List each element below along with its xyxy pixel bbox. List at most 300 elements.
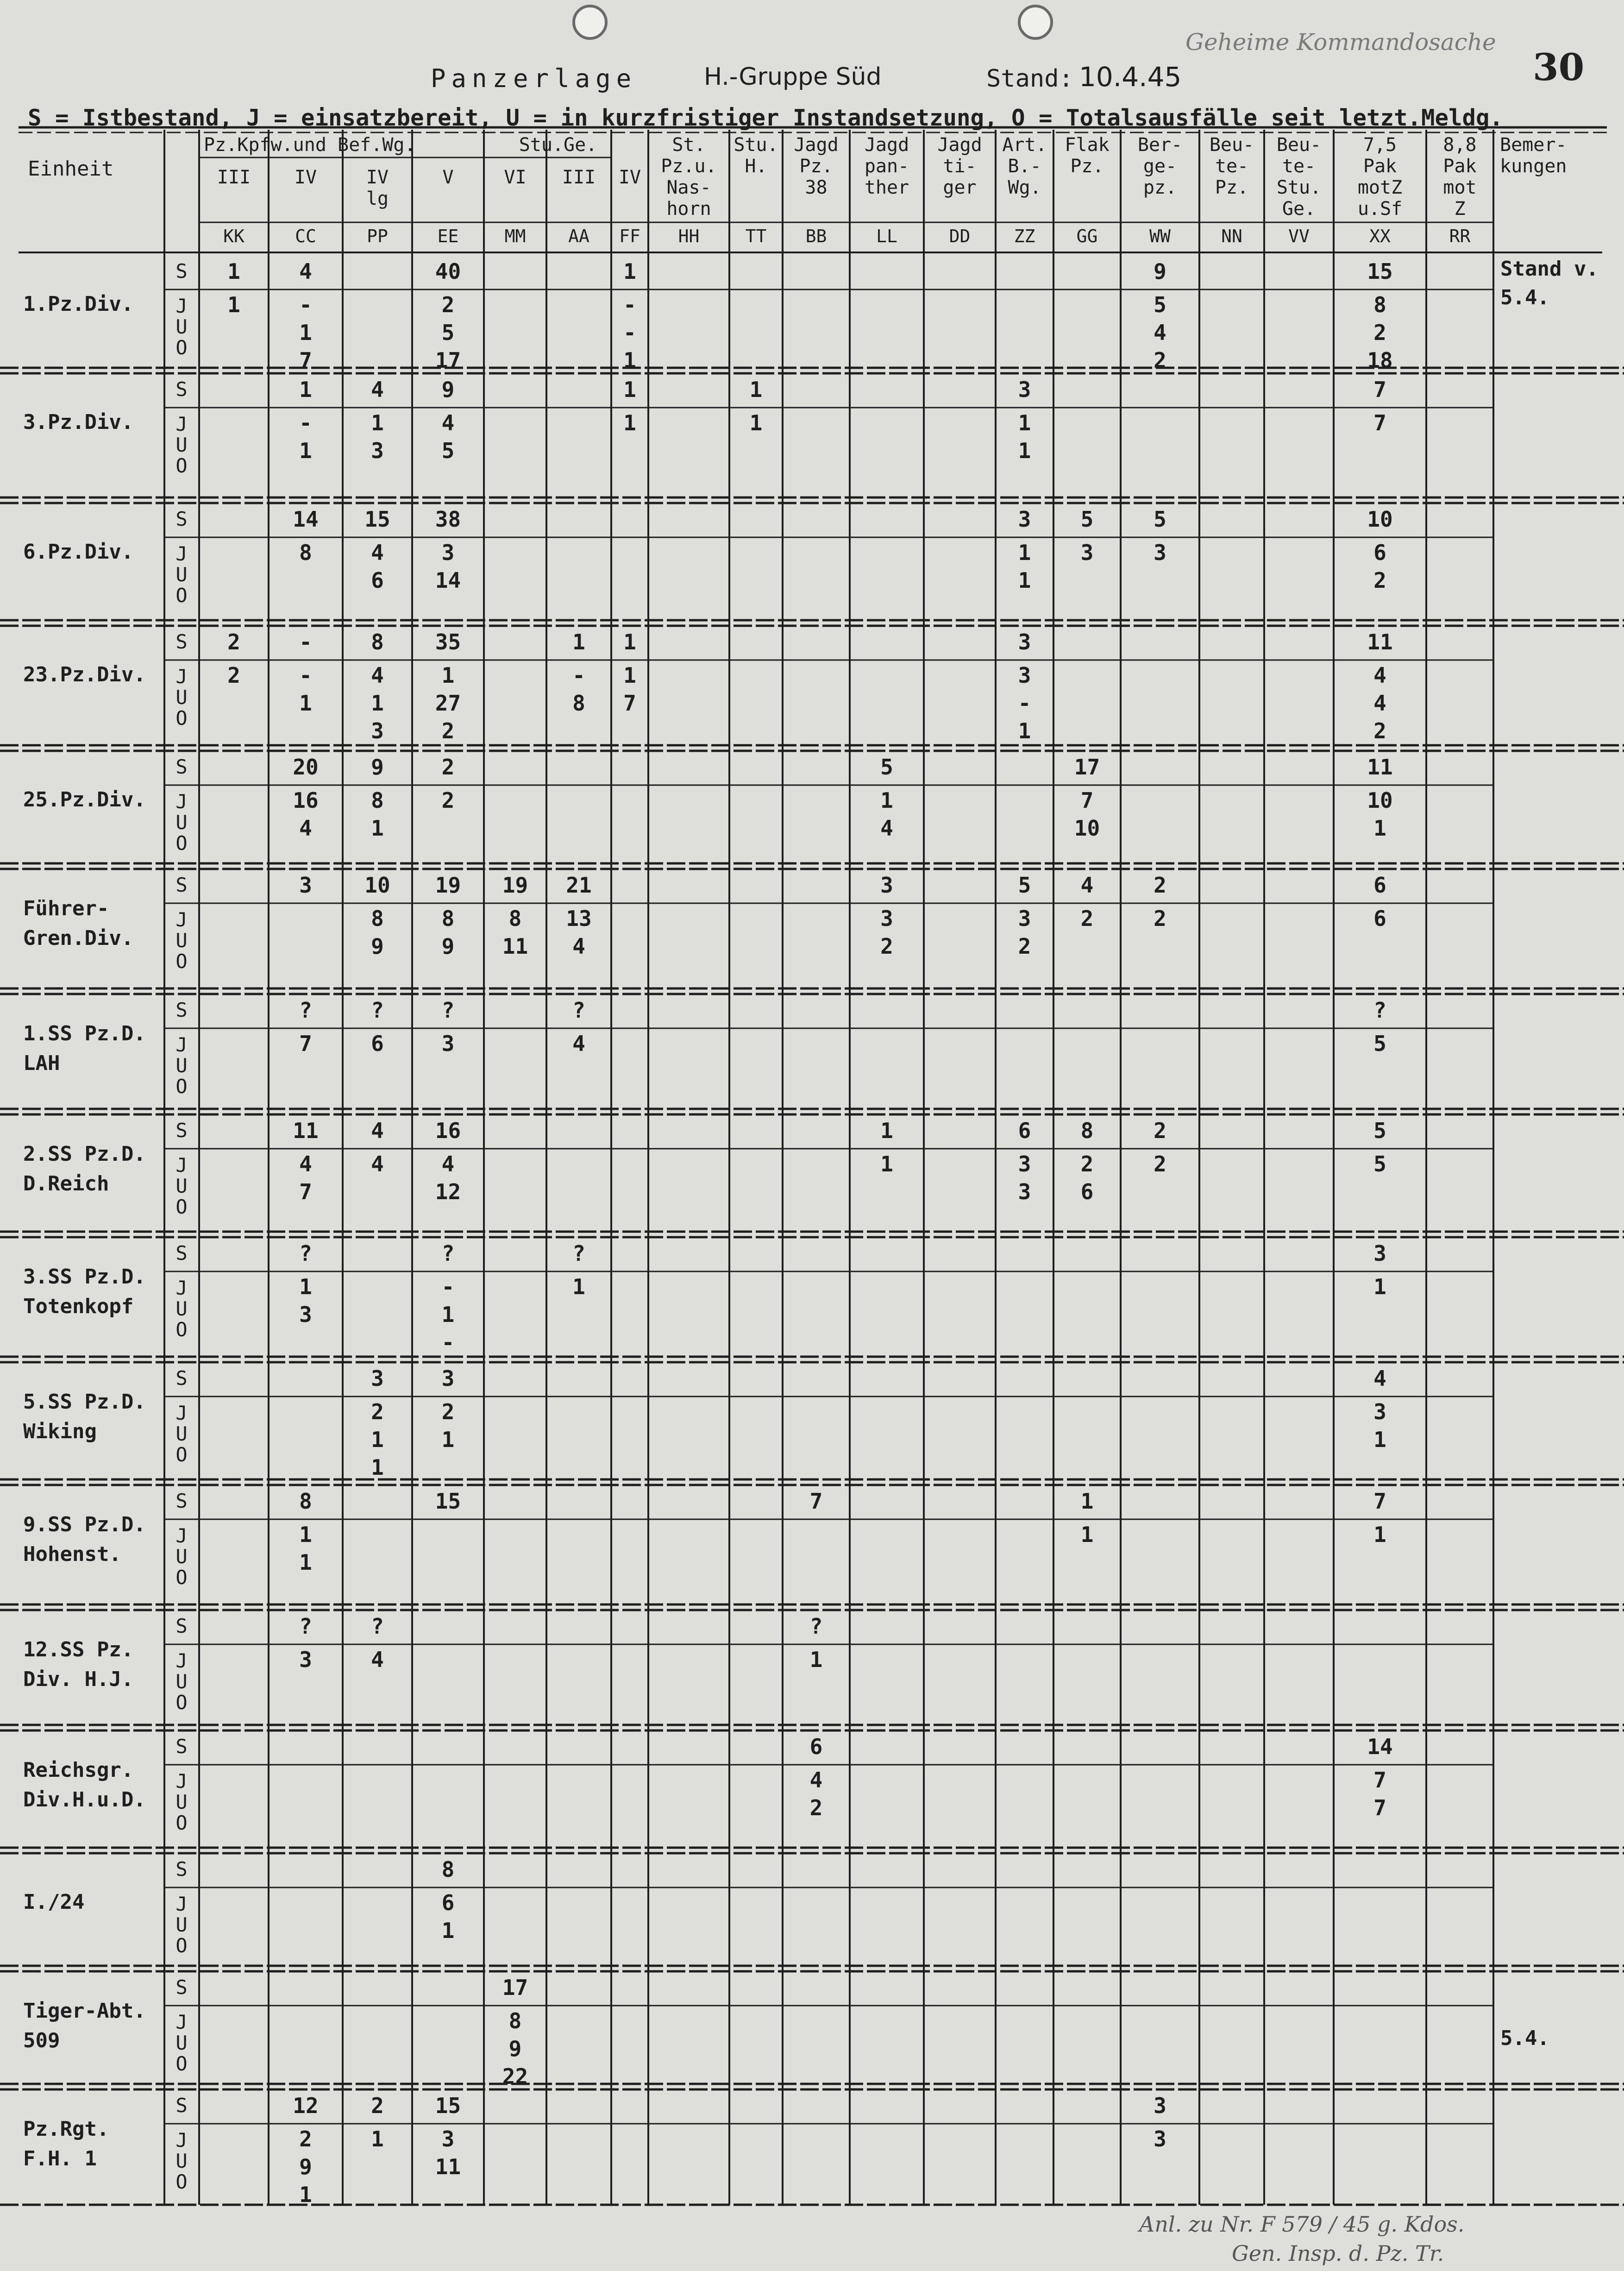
- cell-value: 1: [299, 1274, 312, 1299]
- cell-value: 4: [371, 663, 384, 688]
- status-letter-j: J: [176, 1524, 188, 1547]
- status-letter-s: S: [176, 508, 188, 530]
- cell-value: 3: [1018, 663, 1031, 688]
- cell-value: 8: [299, 1489, 312, 1514]
- unit-name: 3.Pz.Div.: [23, 410, 134, 434]
- column-code-7: HH: [678, 226, 700, 246]
- cell-value: 10: [364, 873, 390, 898]
- cell-value: 8: [371, 906, 384, 931]
- cell-value: 40: [435, 259, 461, 284]
- cell-value: 5: [1373, 1031, 1386, 1056]
- cell-value: 9: [371, 755, 384, 780]
- status-letter-u: U: [176, 2150, 188, 2172]
- cell-value: -: [1018, 691, 1031, 716]
- cell-value: 3: [880, 873, 893, 898]
- cell-value: 11: [1367, 755, 1393, 780]
- footer-stamp-line2: Gen. Insp. d. Pz. Tr.: [1232, 2241, 1444, 2266]
- cell-value: 8: [441, 1857, 455, 1882]
- cell-value: 19: [502, 873, 528, 898]
- cell-value: 1: [1080, 1522, 1094, 1547]
- cell-value: 3: [1018, 629, 1031, 654]
- cell-value: 2: [1373, 718, 1386, 743]
- cell-value: 1: [441, 1918, 455, 1943]
- cell-value: 4: [371, 540, 384, 565]
- group-header-pzkpfw: Pz.Kpfw.und Bef.Wg.: [204, 134, 416, 156]
- cell-value: 5: [1018, 873, 1031, 898]
- column-header-8: Stu. H.: [734, 134, 778, 177]
- cell-value: 3: [1080, 540, 1094, 565]
- cell-value: 4: [1154, 320, 1166, 345]
- cell-value: 2: [1080, 906, 1094, 931]
- status-letter-o: O: [176, 1566, 188, 1589]
- column-code-16: VV: [1288, 226, 1310, 246]
- cell-value: 1: [1373, 816, 1386, 841]
- cell-value: 9: [371, 934, 384, 959]
- cell-value: 10: [1074, 816, 1100, 841]
- cell-value: ?: [299, 1614, 312, 1639]
- cell-value: 38: [435, 507, 461, 532]
- status-letter-s: S: [176, 1858, 188, 1881]
- cell-value: 3: [299, 1302, 312, 1327]
- cell-value: 4: [371, 1647, 384, 1672]
- cell-value: 1: [299, 438, 312, 463]
- cell-value: 2: [1154, 873, 1166, 898]
- cell-value: 3: [1154, 540, 1166, 565]
- status-letter-o: O: [176, 584, 188, 607]
- unit-name: Tiger-Abt. 509: [23, 1999, 146, 2052]
- cell-value: 2: [1373, 568, 1386, 593]
- column-header-6: IV: [618, 167, 641, 188]
- cell-value: 6: [809, 1734, 823, 1759]
- cell-value: ?: [371, 1614, 384, 1639]
- cell-value: 7: [1373, 377, 1386, 402]
- cell-value: 4: [1373, 1366, 1386, 1391]
- cell-value: ?: [299, 1241, 312, 1266]
- cell-value: 4: [441, 410, 455, 435]
- cell-value: 3: [371, 438, 384, 463]
- column-header-18: 8,8 Pak mot Z: [1443, 134, 1477, 220]
- cell-value: 1: [1018, 568, 1031, 593]
- status-letter-j: J: [176, 908, 188, 931]
- cell-value: -: [572, 663, 585, 688]
- status-letter-s: S: [176, 260, 188, 283]
- stand-label: Stand:: [986, 65, 1073, 93]
- unit-name: 12.SS Pz. Div. H.J.: [23, 1638, 134, 1691]
- cell-value: 6: [1373, 906, 1386, 931]
- cell-value: 1: [1018, 540, 1031, 565]
- unit-name: 9.SS Pz.D. Hohenst.: [23, 1513, 146, 1566]
- cell-value: 9: [441, 377, 455, 402]
- column-header-19: Bemer- kungen: [1500, 134, 1567, 177]
- group-header-stuge: Stu.Ge.: [519, 134, 597, 156]
- cell-value: 15: [435, 1489, 461, 1514]
- cell-value: 1: [1018, 718, 1031, 743]
- cell-value: 2: [441, 718, 455, 743]
- cell-value: 11: [435, 2154, 461, 2179]
- cell-value: 7: [1080, 788, 1094, 813]
- status-letter-o: O: [176, 1812, 188, 1834]
- cell-value: 4: [299, 1151, 312, 1176]
- cell-value: 6: [1373, 540, 1386, 565]
- unit-name: 5.SS Pz.D. Wiking: [23, 1390, 146, 1443]
- cell-value: 1: [880, 788, 893, 813]
- cell-value: 3: [1373, 1399, 1386, 1424]
- cell-value: 2: [371, 2093, 384, 2118]
- column-header-3: V: [442, 167, 454, 188]
- status-letter-s: S: [176, 1615, 188, 1637]
- cell-value: 8: [572, 691, 585, 716]
- cell-value: 15: [364, 507, 390, 532]
- unit-name: Führer- Gren.Div.: [23, 897, 134, 950]
- cell-value: 17: [1074, 755, 1100, 780]
- column-header-0: III: [217, 167, 251, 188]
- cell-value: 3: [371, 1366, 384, 1391]
- cell-value: 5: [880, 755, 893, 780]
- cell-value: -: [299, 410, 312, 435]
- column-header-2: IV lg: [366, 167, 389, 209]
- cell-value: 17: [435, 348, 461, 373]
- cell-value: 3: [1018, 377, 1031, 402]
- cell-value: 1: [299, 2182, 312, 2207]
- title-label: Panzerlage: [431, 64, 637, 93]
- column-code-14: WW: [1149, 226, 1171, 246]
- status-letter-o: O: [176, 1691, 188, 1714]
- cell-value: 1: [371, 1455, 384, 1480]
- stand-date: 10.4.45: [1079, 61, 1182, 93]
- status-letter-o: O: [176, 1443, 188, 1466]
- cell-value: 7: [299, 1031, 312, 1056]
- column-code-13: GG: [1076, 226, 1098, 246]
- cell-value: 18: [1367, 348, 1393, 373]
- cell-value: 11: [293, 1118, 319, 1143]
- cell-value: 4: [572, 1031, 585, 1056]
- cell-value: 5: [1154, 292, 1166, 317]
- status-letter-u: U: [176, 811, 188, 834]
- status-letter-s: S: [176, 1490, 188, 1512]
- unit-name: 25.Pz.Div.: [23, 788, 146, 812]
- status-letter-j: J: [176, 542, 188, 565]
- status-letter-j: J: [176, 790, 188, 813]
- status-letter-u: U: [176, 563, 188, 586]
- cell-value: 16: [435, 1118, 461, 1143]
- status-letter-j: J: [176, 1770, 188, 1793]
- status-letter-u: U: [176, 2032, 188, 2054]
- cell-value: 1: [1080, 1489, 1094, 1514]
- cell-value: 22: [502, 2064, 528, 2089]
- status-letter-u: U: [176, 1791, 188, 1813]
- status-letter-u: U: [176, 1913, 188, 1936]
- column-code-12: ZZ: [1014, 226, 1035, 246]
- status-letter-o: O: [176, 454, 188, 477]
- status-letter-u: U: [176, 929, 188, 952]
- column-code-5: AA: [568, 226, 589, 246]
- cell-value: 2: [1018, 934, 1031, 959]
- cell-value: 1: [1373, 1274, 1386, 1299]
- page-number: 30: [1533, 45, 1585, 89]
- status-letter-s: S: [176, 630, 188, 653]
- cell-value: 3: [441, 1031, 455, 1056]
- cell-value: 3: [441, 2126, 455, 2151]
- cell-value: 13: [566, 906, 592, 931]
- column-header-10: Jagd pan- ther: [864, 134, 909, 198]
- cell-value: 8: [371, 629, 384, 654]
- status-letter-j: J: [176, 413, 188, 435]
- cell-value: 12: [435, 1179, 461, 1204]
- cell-value: 9: [508, 2036, 522, 2061]
- cell-value: -: [441, 1330, 455, 1355]
- status-letter-u: U: [176, 1670, 188, 1693]
- cell-value: 1: [880, 1151, 893, 1176]
- unit-name: 23.Pz.Div.: [23, 663, 146, 686]
- column-code-3: EE: [437, 226, 459, 246]
- cell-value: 3: [1018, 1151, 1031, 1176]
- cell-value: 6: [441, 1890, 455, 1915]
- status-letter-j: J: [176, 1277, 188, 1299]
- cell-value: 35: [435, 629, 461, 654]
- cell-value: -: [623, 320, 636, 345]
- cell-value: 1: [371, 691, 384, 716]
- cell-value: 2: [227, 663, 240, 688]
- cell-value: 4: [1373, 663, 1386, 688]
- cell-value: 2: [441, 1399, 455, 1424]
- column-code-0: KK: [223, 226, 245, 246]
- cell-value: 8: [371, 788, 384, 813]
- cell-value: 5: [1154, 507, 1166, 532]
- cell-value: -: [299, 663, 312, 688]
- cell-value: 14: [1367, 1734, 1393, 1759]
- cell-value: 6: [1080, 1179, 1094, 1204]
- status-letter-o: O: [176, 2052, 188, 2075]
- cell-value: 7: [623, 691, 636, 716]
- cell-value: 1: [441, 663, 455, 688]
- cell-value: 20: [293, 755, 319, 780]
- unit-note: 5.4.: [1500, 2026, 1549, 2050]
- cell-value: 5: [441, 320, 455, 345]
- unit-name: I./24: [23, 1890, 85, 1914]
- status-letter-o: O: [176, 2170, 188, 2193]
- cell-value: 7: [299, 1179, 312, 1204]
- status-letter-j: J: [176, 2129, 188, 2151]
- cell-value: 10: [1367, 507, 1393, 532]
- cell-value: 3: [1018, 906, 1031, 931]
- cell-value: 3: [441, 1366, 455, 1391]
- status-letter-j: J: [176, 295, 188, 317]
- cell-value: 5: [1373, 1118, 1386, 1143]
- status-letter-u: U: [176, 1297, 188, 1320]
- cell-value: 1: [299, 691, 312, 716]
- cell-value: 1: [371, 2126, 384, 2151]
- unit-name: 2.SS Pz.D. D.Reich: [23, 1142, 146, 1195]
- cell-value: 3: [371, 718, 384, 743]
- cell-value: 6: [1018, 1118, 1031, 1143]
- cell-value: 1: [299, 320, 312, 345]
- cell-value: 3: [299, 1647, 312, 1672]
- status-letter-u: U: [176, 1545, 188, 1568]
- column-header-9: Jagd Pz. 38: [794, 134, 839, 198]
- cell-value: 15: [1367, 259, 1393, 284]
- column-code-10: LL: [876, 226, 897, 246]
- cell-value: 6: [371, 1031, 384, 1056]
- status-letter-j: J: [176, 1154, 188, 1176]
- cell-value: 3: [1373, 1241, 1386, 1266]
- cell-value: 4: [880, 816, 893, 841]
- cell-value: 4: [1373, 691, 1386, 716]
- cell-value: 1: [572, 629, 585, 654]
- unit-name: Pz.Rgt. F.H. 1: [23, 2117, 109, 2170]
- cell-value: 5: [441, 438, 455, 463]
- status-letter-j: J: [176, 1649, 188, 1672]
- status-letter-s: S: [176, 755, 188, 778]
- column-header-15: Beu- te- Pz.: [1209, 134, 1254, 198]
- cell-value: 1: [371, 410, 384, 435]
- cell-value: ?: [371, 998, 384, 1023]
- cell-value: 9: [441, 934, 455, 959]
- cell-value: 7: [1373, 1768, 1386, 1793]
- status-letter-s: S: [176, 1976, 188, 1999]
- column-header-11: Jagd ti- ger: [937, 134, 982, 198]
- cell-value: 3: [299, 873, 312, 898]
- column-code-17: XX: [1369, 226, 1391, 246]
- cell-value: 2: [809, 1795, 823, 1820]
- cell-value: 8: [1373, 292, 1386, 317]
- status-letter-s: S: [176, 2094, 188, 2117]
- cell-value: 8: [441, 906, 455, 931]
- cell-value: 1: [623, 410, 636, 435]
- cell-value: 1: [371, 816, 384, 841]
- status-letter-j: J: [176, 2011, 188, 2033]
- cell-value: 15: [435, 2093, 461, 2118]
- cell-value: 8: [508, 2008, 522, 2033]
- cell-value: 1: [299, 1522, 312, 1547]
- column-code-11: DD: [949, 226, 971, 246]
- cell-value: 2: [1154, 906, 1166, 931]
- cell-value: 4: [371, 377, 384, 402]
- cell-value: 27: [435, 691, 461, 716]
- column-code-8: TT: [745, 226, 767, 246]
- cell-value: ?: [572, 998, 585, 1023]
- column-header-14: Ber- ge- pz.: [1137, 134, 1183, 198]
- cell-value: 12: [293, 2093, 319, 2118]
- cell-value: 17: [502, 1975, 528, 2000]
- cell-value: ?: [809, 1614, 823, 1639]
- status-letter-s: S: [176, 378, 188, 401]
- cell-value: 4: [371, 1151, 384, 1176]
- status-letter-s: S: [176, 999, 188, 1021]
- cell-value: ?: [1373, 998, 1386, 1023]
- cell-value: 4: [572, 934, 585, 959]
- column-header-12: Art. B.- Wg.: [1002, 134, 1047, 198]
- cell-value: ?: [441, 1241, 455, 1266]
- cell-value: 1: [809, 1647, 823, 1672]
- cell-value: 7: [1373, 1795, 1386, 1820]
- column-header-16: Beu- te- Stu. Ge.: [1276, 134, 1322, 220]
- cell-value: 4: [299, 816, 312, 841]
- cell-value: 2: [1080, 1151, 1094, 1176]
- cell-value: 4: [809, 1768, 823, 1793]
- status-letter-o: O: [176, 1934, 188, 1957]
- cell-value: 1: [227, 292, 240, 317]
- status-letter-s: S: [176, 1119, 188, 1142]
- cell-value: 2: [299, 2126, 312, 2151]
- cell-value: 4: [1080, 873, 1094, 898]
- column-code-2: PP: [367, 226, 388, 246]
- cell-value: 19: [435, 873, 461, 898]
- cell-value: 16: [293, 788, 319, 813]
- cell-value: 1: [441, 1427, 455, 1452]
- status-letter-s: S: [176, 1242, 188, 1264]
- status-letter-o: O: [176, 950, 188, 973]
- column-code-9: BB: [805, 226, 827, 246]
- cell-value: 2: [441, 788, 455, 813]
- cell-value: 11: [1367, 629, 1393, 654]
- status-letter-u: U: [176, 1422, 188, 1445]
- cell-value: 1: [623, 629, 636, 654]
- cell-value: 14: [293, 507, 319, 532]
- status-letter-j: J: [176, 1893, 188, 1915]
- cell-value: 4: [441, 1151, 455, 1176]
- cell-value: 7: [1373, 1489, 1386, 1514]
- cell-value: 5: [1080, 507, 1094, 532]
- cell-value: 1: [1018, 438, 1031, 463]
- cell-value: 3: [441, 540, 455, 565]
- column-header-4: VI: [504, 167, 527, 188]
- cell-value: -: [441, 1274, 455, 1299]
- cell-value: 1: [227, 259, 240, 284]
- cell-value: -: [299, 292, 312, 317]
- column-code-6: FF: [619, 226, 640, 246]
- cell-value: 9: [299, 2154, 312, 2179]
- cell-value: 1: [623, 259, 636, 284]
- cell-value: 4: [299, 259, 312, 284]
- cell-value: -: [299, 629, 312, 654]
- unit-name: 3.SS Pz.D. Totenkopf: [23, 1265, 146, 1318]
- cell-value: 21: [566, 873, 592, 898]
- status-letter-o: O: [176, 1318, 188, 1341]
- unit-name: 1.Pz.Div.: [23, 292, 134, 316]
- status-letter-o: O: [176, 336, 188, 359]
- column-code-4: MM: [504, 226, 526, 246]
- status-letter-u: U: [176, 1175, 188, 1197]
- unit-name: Reichsgr. Div.H.u.D.: [23, 1758, 146, 1812]
- column-header-5: III: [562, 167, 596, 188]
- column-header-17: 7,5 Pak motZ u.Sf: [1357, 134, 1403, 220]
- unit-name: 6.Pz.Div.: [23, 540, 134, 564]
- unit-note: Stand v. 5.4.: [1500, 257, 1599, 309]
- cell-value: 1: [623, 663, 636, 688]
- cell-value: 8: [299, 540, 312, 565]
- cell-value: 8: [1080, 1118, 1094, 1143]
- cell-value: 2: [441, 292, 455, 317]
- cell-value: 1: [1373, 1522, 1386, 1547]
- column-code-15: NN: [1221, 226, 1242, 246]
- cell-value: 1: [623, 377, 636, 402]
- cell-value: 7: [299, 348, 312, 373]
- status-letter-s: S: [176, 1735, 188, 1758]
- status-letter-u: U: [176, 315, 188, 338]
- column-header-7: St. Pz.u. Nas- horn: [661, 134, 717, 220]
- cell-value: 6: [371, 568, 384, 593]
- cell-value: -: [623, 292, 636, 317]
- cell-value: 2: [1373, 320, 1386, 345]
- cell-value: 5: [1373, 1151, 1386, 1176]
- cell-value: 9: [1154, 259, 1166, 284]
- cell-value: 14: [435, 568, 461, 593]
- column-header-1: IV: [294, 167, 317, 188]
- cell-value: ?: [441, 998, 455, 1023]
- cell-value: 3: [1154, 2093, 1166, 2118]
- status-letter-o: O: [176, 1195, 188, 1218]
- column-header-13: Flak Pz.: [1065, 134, 1110, 177]
